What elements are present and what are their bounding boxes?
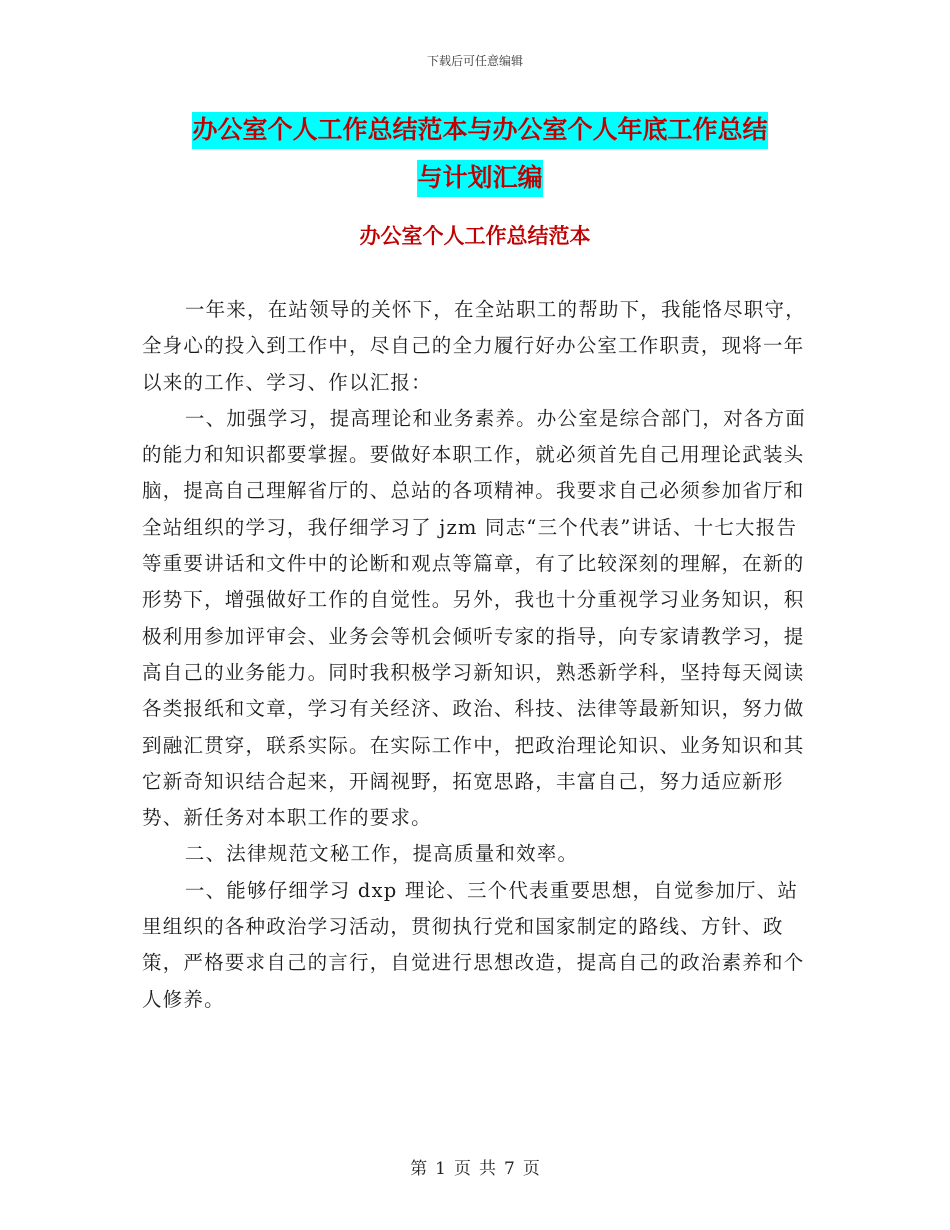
document-title-line-2: 与计划汇编 bbox=[417, 160, 542, 197]
page-label-mid: 页 bbox=[454, 1159, 471, 1179]
document-title bbox=[150, 106, 810, 202]
paragraph: 一年来，在站领导的关怀下，在全站职工的帮助下，我能恪尽职守，全身心的投入到工作中，尽自己的全力履行好办公室工作职责，现将一年以来的工作、学习、作以汇报： bbox=[142, 298, 806, 394]
document-title-line-1: 办公室个人工作总结范本与办公室个人年底工作总结 bbox=[192, 112, 767, 149]
page-footer bbox=[0, 1154, 950, 1179]
page-label-prefix: 第 bbox=[410, 1159, 428, 1179]
paragraph: 二、法律规范文秘工作，提高质量和效率。 bbox=[184, 842, 579, 866]
paragraph: 一、能够仔细学习 dxp 理论、三个代表重要思想，自觉参加厅、站里组织的各种政治学习活动，贯彻执行党和国家制定的路线、方针、政策，严格要求自己的言行，自觉进行思想改造，提高自己的政治素养和个人修养。 bbox=[142, 878, 805, 1011]
total-pages: 7 bbox=[504, 1159, 515, 1179]
document-body bbox=[142, 292, 808, 1018]
paragraph: 一、加强学习，提高理论和业务素养。办公室是综合部门，对各方面的能力和知识都要掌握。要做好本职工作，就必须首先自己用理论武装头脑，提高自己理解省厅的、总站的各项精神。我要求自己必须参加省厅和全站组织的学习，我仔细学习了 jzm 同志“三个代表”讲话、十七大报告等重要讲话和文件中的论断和观点等篇章，有了比较深刻的理解，在新的形势下，增强做好工作的自觉性。另外，我也十分重视学习业务知识，积极利用参加评审会、业务会等机会倾听专家的指导，向专家请教学习，提高自己的业务能力。同时我积极学习新知识，熟悉新学科，坚持每天阅读各类报纸和文章，学习有关经济、政治、科技、法律等最新知识，努力做到融汇贯穿，联系实际。在实际工作中，把政治理论知识、业务知识和其它新奇知识结合起来，开阔视野，拓宽思路，丰富自己，努力适应新形势、新任务对本职工作的要求。 bbox=[142, 406, 806, 830]
page-label-suffix: 页 bbox=[522, 1159, 540, 1179]
total-label: 共 bbox=[479, 1159, 496, 1179]
section-title: 办公室个人工作总结范本 bbox=[359, 224, 591, 248]
page-number: 1 bbox=[435, 1159, 446, 1179]
header-note: 下载后可任意编辑 bbox=[426, 54, 523, 68]
